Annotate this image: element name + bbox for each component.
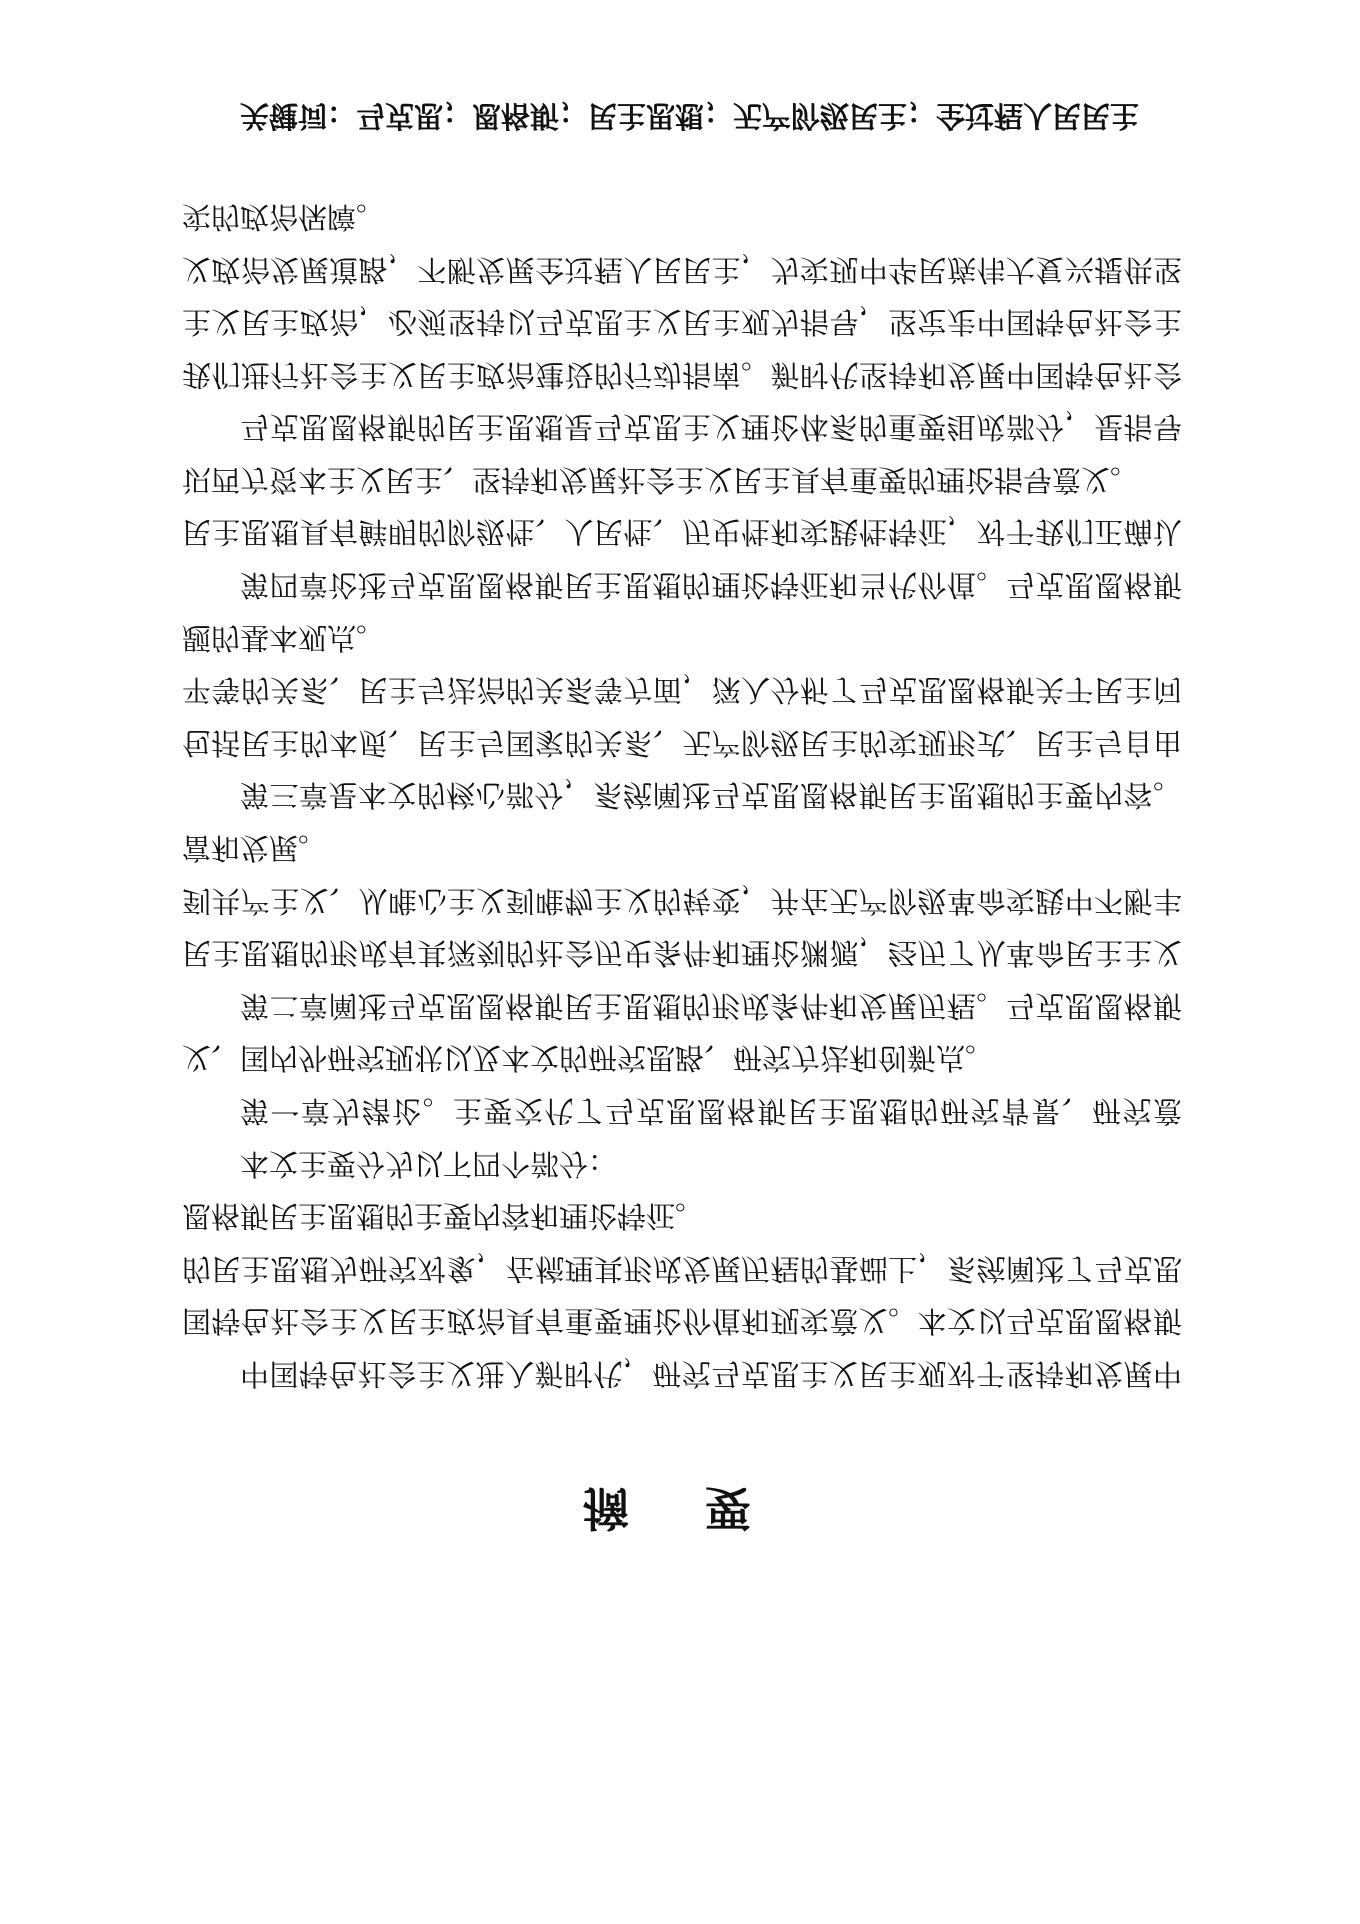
paragraph-structure: 本文主要分为以下四个部分： [240, 1146, 618, 1181]
paragraph-intro: 中国特色社会主义进入新时代，研究马克思主义民主观对于坚持和发展中国特色社会主义民主政治具有重要理论价值和现实意义。本文以马克思恩格斯的民主思想为研究对象，在梳理其形成发展历程的基础上，系统阐述了马克思恩格斯民主思想的主要内容和理论特征。 [182, 1199, 1182, 1391]
keywords-value: 马克思；恩格斯；民主思想；无产阶级民主；全过程人民民主 [356, 99, 1140, 134]
keywords-line [182, 97, 1182, 138]
paragraph-chapter-4: 第四章论述马克思恩格斯民主思想的理论特征和当代价值。马克思恩格斯民主思想具有鲜明的阶级性、人民性、历史性和实践性特征，对于我们正确认识西方资本主义民主、坚持和发展社会主义民主具有重要的理论指导意义。 [182, 462, 1182, 603]
abstract-body [182, 190, 1182, 1400]
abstract-content [182, 97, 1182, 1544]
page-title: 摘 要 [582, 1481, 781, 1535]
paragraph-chapter-2: 第二章阐述马克思恩格斯民主思想的形成条件和发展历程。马克思恩格斯民主思想的形成有其深刻的社会历史条件和理论渊源，经历了从革命民主主义到共产主义、从唯心主义到唯物主义的转变，并在无产阶级革命实践中不断丰富和发展。 [182, 831, 1182, 1023]
paragraph-chapter-3: 第三章是本文的核心部分，系统阐述马克思恩格斯民主思想的主要内容。包括民主的本质、民主与国家的关系、无产阶级民主的实现形式、民主与自由平等的关系、民主与法治的关系等方面，深入分析了马克思恩格斯关于民主问题的基本观点。 [182, 620, 1182, 813]
paragraph-conclusion: 马克思恩格斯的民主思想是马克思主义理论体系的重要组成部分，是指导我们进行社会主义民主政治建设的行动指南。新时代坚持和发展中国特色社会主义民主政治，必须坚持以马克思主义民主观为指导，坚定走中国特色社会主义政治发展道路，不断发展全过程人民民主，为实现中华民族伟大复兴提供坚实的政治保障。 [182, 199, 1182, 445]
paragraph-chapter-1: 第一章为绪论。主要交代了马克思恩格斯民主思想的研究背景、研究意义、国内外研究现状以及本文的研究思路、研究方法和创新点。 [182, 1041, 1182, 1129]
keywords-label: 关键词： [240, 99, 357, 134]
